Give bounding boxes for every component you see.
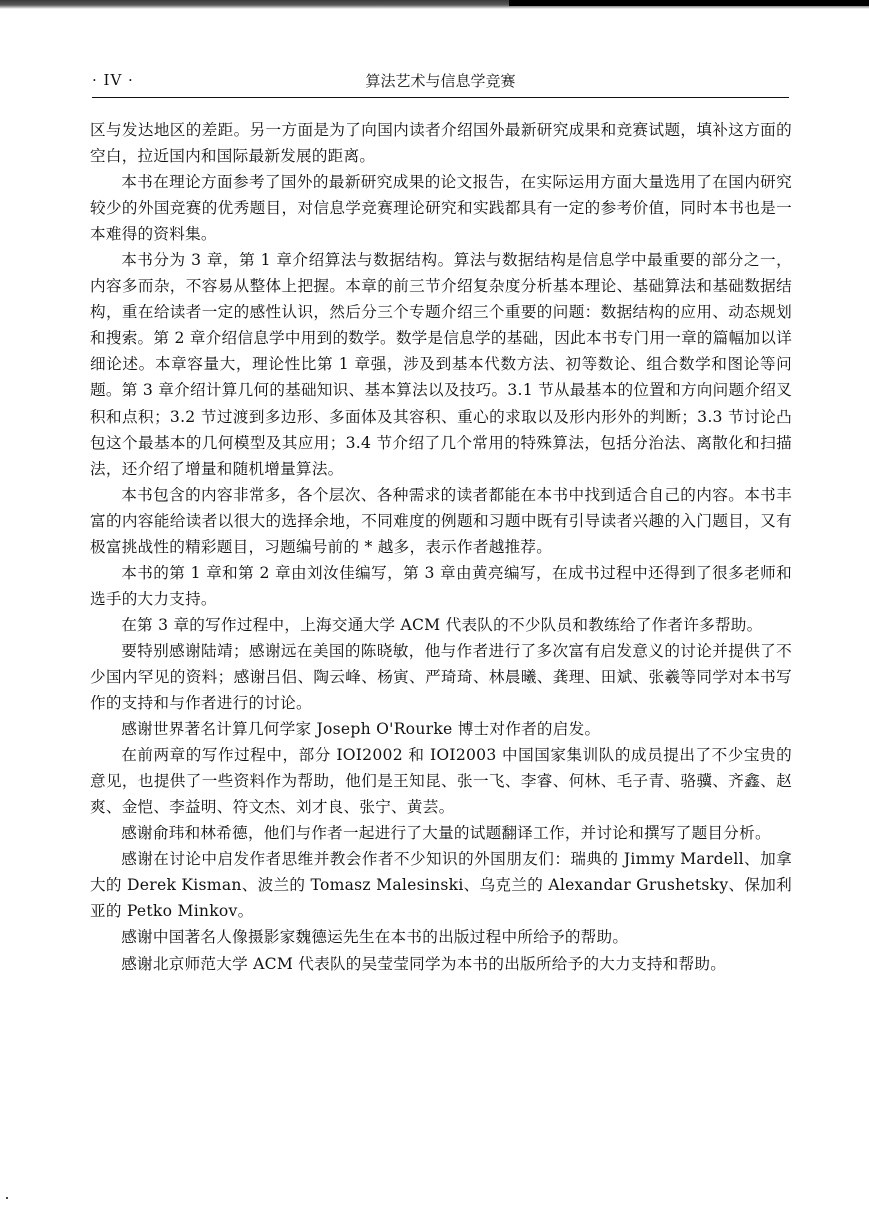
paragraph: 本书在理论方面参考了国外的最新研究成果的论文报告，在实际运用方面大量选用了在国内研究较少的外国竞赛的优秀题目，对信息学竞赛理论研究和实践都具有一定的参考价值，同时本书也是一本难得的资料集。 — [90, 173, 792, 244]
paragraph: 在第 3 章的写作过程中，上海交通大学 ACM 代表队的不少队员和教练给了作者许多帮助。 — [121, 615, 763, 634]
paragraph: 本书的第 1 章和第 2 章由刘汝佳编写，第 3 章由黄亮编写，在成书过程中还得到了很多老师和选手的大力支持。 — [90, 563, 792, 608]
paragraph: 感谢在讨论中启发作者思维并教会作者不少知识的外国朋友们：瑞典的 Jimmy Mardell、加拿大的 Derek Kisman、波兰的 Tomasz Malesinski、乌克兰的 Alexandar Grushetsky、保加利亚的 Petko Minkov。 — [90, 850, 792, 921]
paragraph: 感谢世界著名计算几何学家 Joseph O'Rourke 博士对作者的启发。 — [121, 720, 601, 739]
book-title: 算法艺术与信息学竞赛 — [365, 72, 516, 90]
body-text — [90, 117, 792, 977]
paragraph: 感谢中国著名人像摄影家魏德运先生在本书的出版过程中所给予的帮助。 — [121, 928, 629, 947]
scan-edge-shadow — [0, 0, 869, 9]
paragraph: 在前两章的写作过程中，部分 IOI2002 和 IOI2003 中国国家集训队的成员提出了不少宝贵的意见，也提供了一些资料作为帮助，他们是王知昆、张一飞、李睿、何林、毛子青、骆骥、齐鑫、赵爽、金恺、李益明、符文杰、刘才良、张宁、黄芸。 — [90, 746, 792, 817]
page-number: · IV · — [92, 71, 134, 89]
paragraph: 本书包含的内容非常多，各个层次、各种需求的读者都能在本书中找到适合自己的内容。本书丰富的内容能给读者以很大的选择余地，不同难度的例题和习题中既有引导读者兴趣的入门题目，又有极富挑战性的精彩题目，习题编号前的 * 越多，表示作者越推荐。 — [90, 485, 792, 556]
running-header — [92, 70, 789, 96]
paragraph: 本书分为 3 章，第 1 章介绍算法与数据结构。算法与数据结构是信息学中最重要的部分之一，内容多而杂，不容易从整体上把握。本章的前三节介绍复杂度分析基本理论、基础算法和基础数据结构，重在给读者一定的感性认识，然后分三个专题介绍三个重要的问题：数据结构的应用、动态规划和搜索。第 2 章介绍信息学中用到的数学。数学是信息学的基础，因此本书专门用一章的篇幅加以详细论述。本章容量大，理论性比第 1 章强，涉及到基本代数方法、初等数论、组合数学和图论等问题。第 3 章介绍计算几何的基础知识、基本算法以及技巧。3.1 节从最基本的位置和方向问题介绍叉积和点积；3.2 节过渡到多边形、多面体及其容积、重心的求取以及形内形外的判断；3.3 节讨论凸包这个最基本的几何模型及其应用；3.4 节介绍了几个常用的特殊算法，包括分治法、离散化和扫描法，还介绍了增量和随机增量算法。 — [90, 251, 792, 478]
paragraph-continued: 区与发达地区的差距。另一方面是为了向国内读者介绍国外最新研究成果和竞赛试题，填补这方面的空白，拉近国内和国际最新发展的距离。 — [90, 121, 792, 166]
scan-speck — [6, 1197, 8, 1199]
paragraph: 要特别感谢陆靖；感谢远在美国的陈晓敏，他与作者进行了多次富有启发意义的讨论并提供了不少国内罕见的资料；感谢吕侣、陶云峰、杨寅、严琦琦、林晨曦、龚理、田斌、张羲等同学对本书写作的支持和与作者进行的讨论。 — [90, 641, 792, 713]
paragraph: 感谢北京师范大学 ACM 代表队的吴莹莹同学为本书的出版所给予的大力支持和帮助。 — [121, 954, 727, 973]
header-rule — [92, 97, 789, 98]
paragraph: 感谢俞玮和林希德，他们与作者一起进行了大量的试题翻译工作，并讨论和撰写了题目分析。 — [121, 824, 771, 843]
